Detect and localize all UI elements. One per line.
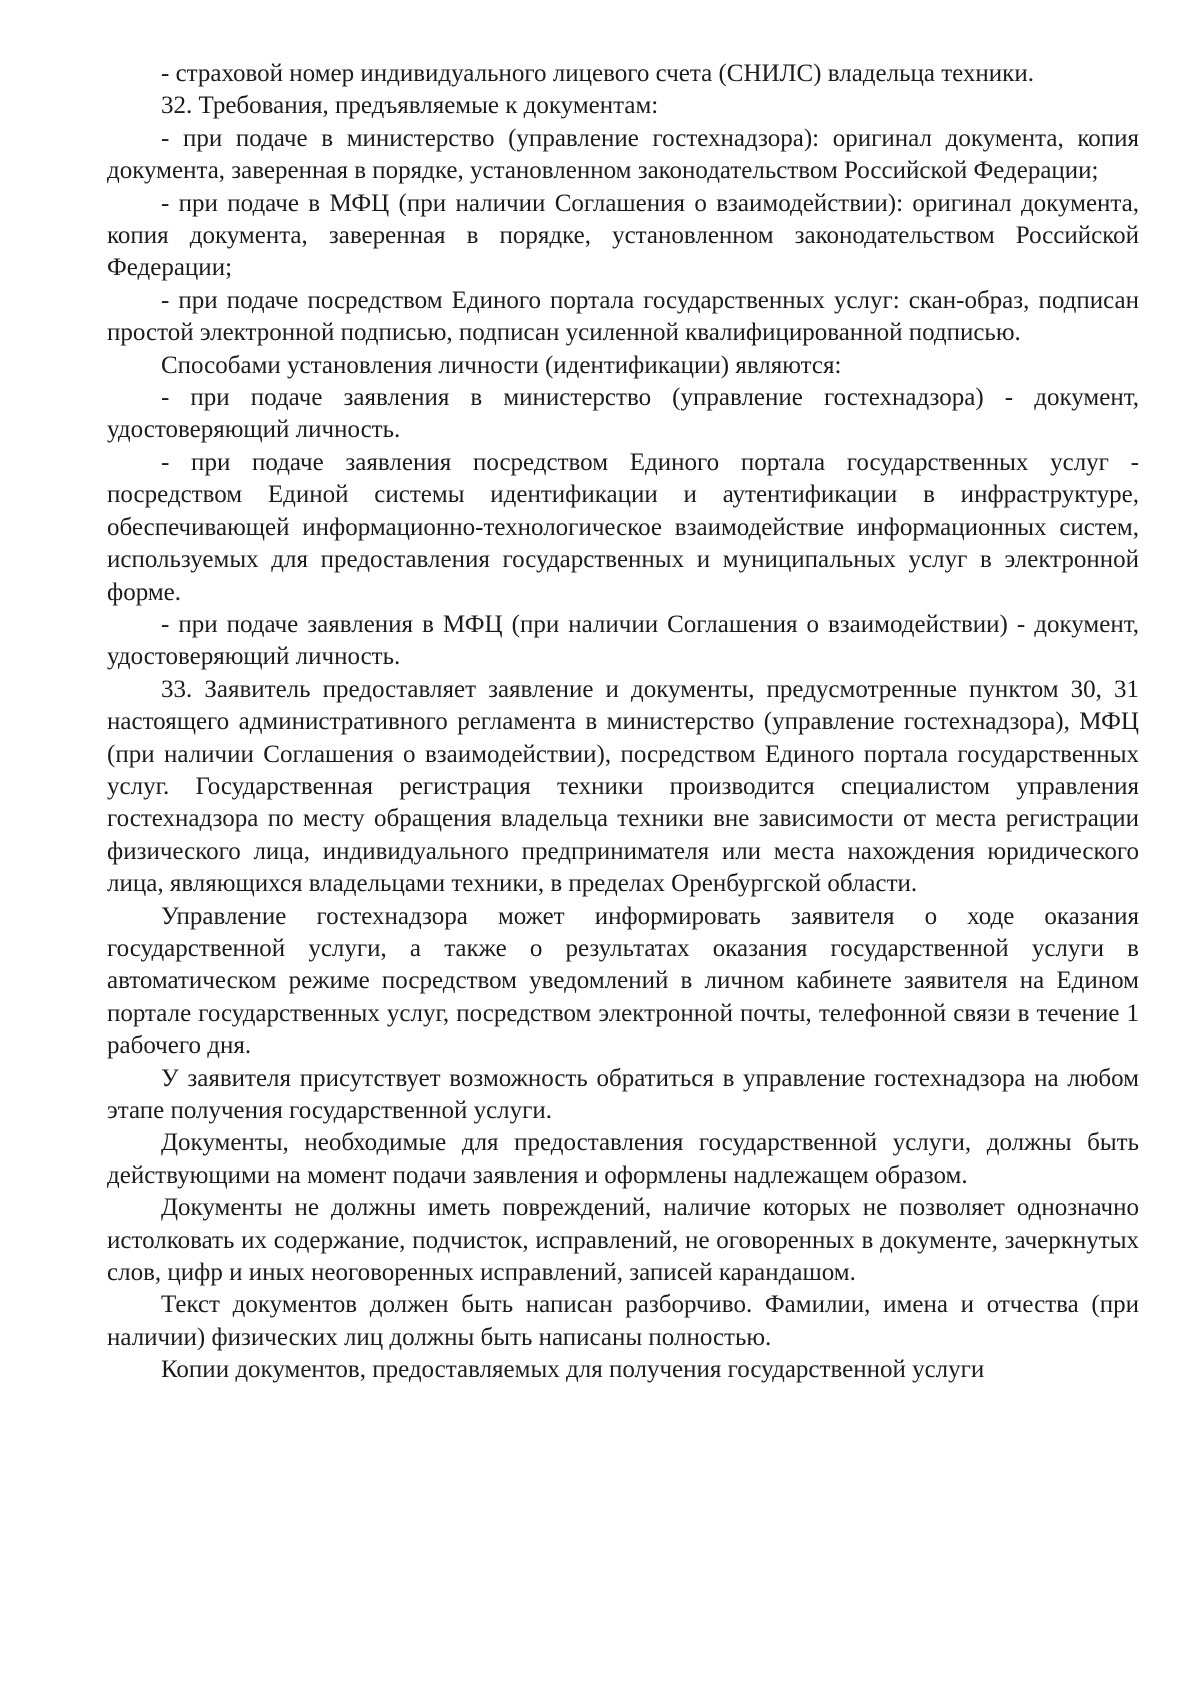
paragraph-documents-legibility: Текст документов должен быть написан разборчиво. Фамилии, имена и отчества (при наличии) физических лиц должны быть написаны полностью.	[107, 1291, 1139, 1351]
paragraph-identification-mfc: - при подаче заявления в МФЦ (при наличии Соглашения о взаимодействии) - документ, удостоверяющий личность.	[107, 610, 1139, 671]
paragraph-ministry-submission: - при подаче в министерство (управление гостехнадзора): оригинал документа, копия документа, заверенная в порядке, установленном законодательством Российской Федерации;	[107, 124, 1139, 185]
paragraph-32-heading: 32. Требования, предъявляемые к документам:	[161, 92, 659, 120]
document-body	[107, 58, 1139, 1387]
paragraph-appeal-possibility: У заявителя присутствует возможность обратиться в управление гостехнадзора на любом этапе получения государственной услуги.	[107, 1064, 1139, 1124]
paragraph-mfc-submission: - при подаче в МФЦ (при наличии Соглашения о взаимодействии): оригинал документа, копия документа, заверенная в порядке, установленном законодательством Российской Федерации;	[107, 189, 1139, 282]
paragraph-identification-ministry: - при подаче заявления в министерство (управление гостехнадзора) - документ, удостоверяющий личность.	[107, 384, 1139, 444]
paragraph-snils: - страховой номер индивидуального лицевого счета (СНИЛС) владельца техники.	[161, 60, 1034, 87]
paragraph-identification-portal: - при подаче заявления посредством Единого портала государственных услуг - посредством Единой системы идентификации и аутентификации в инфраструктуре, обеспечивающей информационно-технологическое взаимодействие информационных систем, используемых для предоставления государственных и муниципальных услуг в электронной форме.	[107, 448, 1139, 606]
paragraph-documents-valid: Документы, необходимые для предоставления государственной услуги, должны быть действующими на момент подачи заявления и оформлены надлежащем образом.	[107, 1129, 1139, 1189]
paragraph-informing: Управление гостехнадзора может информировать заявителя о ходе оказания государственной услуги, а также о результатах оказания государственной услуги в автоматическом режиме посредством уведомлений в личном кабинете заявителя на Едином портале государственных услуг, посредством электронной почты, телефонной связи в течение 1 рабочего дня.	[107, 902, 1139, 1060]
paragraph-portal-submission: - при подаче посредством Единого портала государственных услуг: скан-образ, подписан простой электронной подписью, подписан усиленной квалифицированной подписью.	[107, 286, 1139, 347]
paragraph-33: 33. Заявитель предоставляет заявление и документы, предусмотренные пунктом 30, 31 настоящего административного регламента в министерство (управление гостехнадзора), МФЦ (при наличии Соглашения о взаимодействии), посредством Единого портала государственных услуг. Государственная регистрация техники производится специалистом управления гостехнадзора по месту обращения владельца техники вне зависимости от места регистрации физического лица, индивидуального предпринимателя или места нахождения юридического лица, являющихся владельцами техники, в пределах Оренбургской области.	[107, 675, 1139, 898]
paragraph-documents-damage: Документы не должны иметь повреждений, наличие которых не позволяет однозначно истолковать их содержание, подчисток, исправлений, не оговоренных в документе, зачеркнутых слов, цифр и иных неоговоренных исправлений, записей карандашом.	[107, 1194, 1139, 1287]
paragraph-copies: Копии документов, предоставляемых для получения государственной услуги	[161, 1356, 985, 1384]
paragraph-identification-heading: Способами установления личности (идентификации) являются:	[161, 351, 842, 379]
